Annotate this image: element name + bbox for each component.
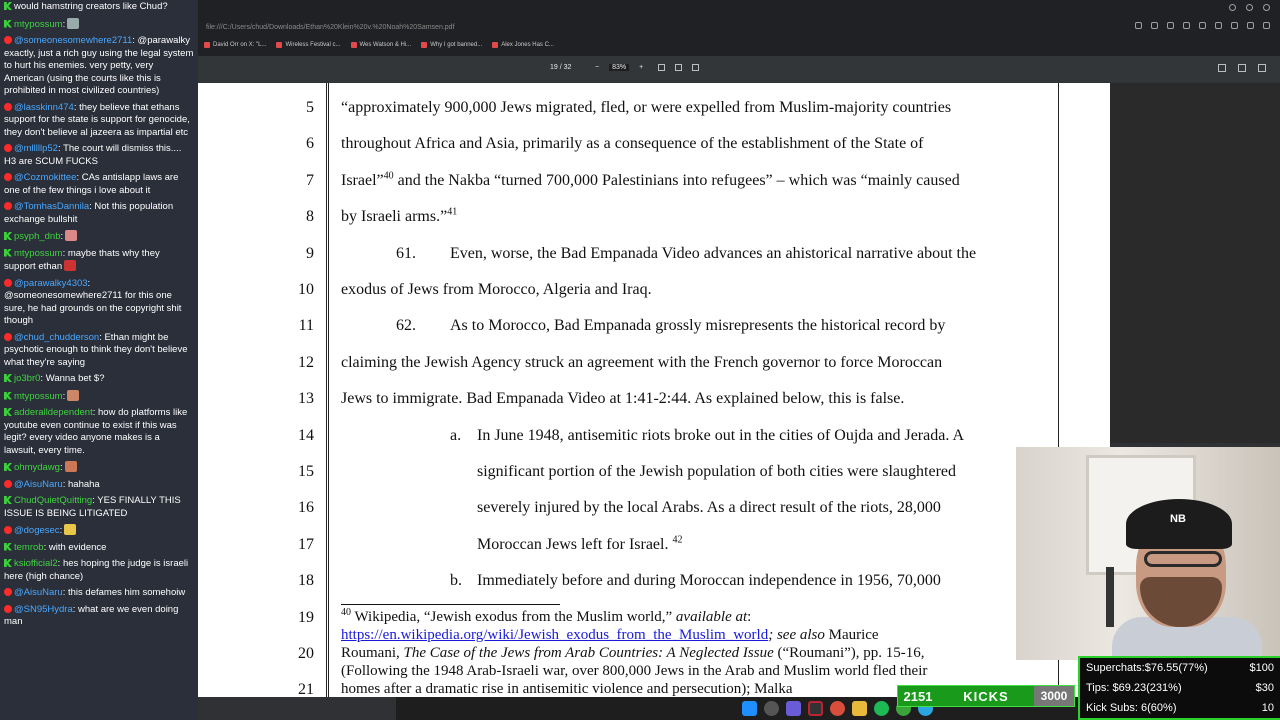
chat-message: ksiofficial2: hes hoping the judge is israeli here (high chance) xyxy=(4,558,189,582)
donation-stats xyxy=(1078,656,1280,720)
favicon-icon xyxy=(276,42,282,48)
line-number: 7 xyxy=(306,171,314,189)
chat-text: @parawalky exactly, just a rich guy using the legal system to hurt his enemies. very petty, very American (using the courts like this is prohibited in most civilized countries) xyxy=(4,35,194,96)
ext2-icon xyxy=(1231,22,1238,29)
emote-icon xyxy=(65,461,77,472)
kick-badge-icon xyxy=(4,559,12,567)
youtube-badge-icon xyxy=(4,202,12,210)
ext4-icon xyxy=(1263,22,1270,29)
chat-text: hahaha xyxy=(68,478,100,490)
fit-page-icon xyxy=(658,64,665,71)
pdf-text-line: Even, worse, the Bad Empanada Video advances an ahistorical narrative about the xyxy=(450,244,977,262)
chat-message: ohmydawg: xyxy=(0,460,198,478)
rotate-icon xyxy=(675,64,682,71)
chat-text: Wanna bet $? xyxy=(45,373,105,384)
kicksubs-label: Kick Subs: xyxy=(1086,702,1138,714)
youtube-badge-icon xyxy=(4,480,12,488)
chat-username[interactable]: @Cozmokittee xyxy=(14,172,77,183)
chat-text: what are we even doing man xyxy=(4,603,179,627)
kick-badge-icon xyxy=(4,543,12,551)
chat-message: @AisuNaru: hahaha xyxy=(0,478,198,495)
chat-text: maybe thats why they support ethan xyxy=(4,247,160,272)
chat-message: mtypossum: maybe thats why they support ethan xyxy=(4,247,160,272)
youtube-badge-icon xyxy=(4,144,12,152)
play-icon xyxy=(1183,22,1190,29)
chat-message: @dogesec: xyxy=(0,523,198,541)
address-bar[interactable] xyxy=(198,20,1280,36)
chat-username[interactable]: adderalldependent xyxy=(14,407,93,418)
chat-text: with evidence xyxy=(48,541,107,553)
chat-username[interactable]: @parawalky4303 xyxy=(14,277,88,289)
chat-message: @Cozmokittee: CAs antislapp laws are one of the few things i love about it xyxy=(4,172,179,196)
footnote-ref: 40 xyxy=(383,170,394,182)
chat-message: @parawalky4303: @someonesomewhere2711 for this one sure, he had grounds on the copyright shit though xyxy=(4,277,182,326)
zoom-in-button[interactable]: + xyxy=(639,64,644,71)
toolbar-icons[interactable] xyxy=(1135,22,1270,29)
chat-message: @lasskinn474: they believe that ethans support for the state is support for genocide, they don't believe al jazeera as impartial etc xyxy=(4,101,190,138)
kick-badge-icon xyxy=(4,496,12,504)
chat-username[interactable]: ksiofficial2 xyxy=(14,558,58,569)
chat-username[interactable]: jo3br0 xyxy=(14,373,41,384)
pdf-view-buttons[interactable] xyxy=(658,64,699,71)
kick-badge-icon xyxy=(4,463,12,471)
chat-username[interactable]: @lasskinn474 xyxy=(14,101,74,113)
pdf-text-line: by Israeli arms.”$^{41}$ xyxy=(341,206,458,226)
youtube-badge-icon xyxy=(4,103,12,111)
line-number: 9 xyxy=(306,244,314,262)
bookmarks-bar xyxy=(198,38,554,52)
footnote-ref: 42 xyxy=(672,534,683,546)
zoom-value[interactable]: 83% xyxy=(609,64,629,71)
chat-text: how do platforms like youtube even continue to exist if this was legit? every video anyone makes is a lawsuit, every time. xyxy=(4,407,188,456)
chat-text: YES FINALLY THIS ISSUE IS BEING LITIGATED xyxy=(4,495,181,519)
line-number: 5 xyxy=(306,99,314,116)
pdf-text-line: Jews to immigrate. Bad Empanada Video at 1:41-2:44. As explained below, this is false. xyxy=(341,390,905,408)
search-icon xyxy=(764,701,779,716)
chat-message: mtypossum: xyxy=(0,17,198,35)
kick-badge-icon xyxy=(4,408,12,416)
chat-text: hes hoping the judge is israeli here (high chance) xyxy=(4,558,189,582)
emote-icon xyxy=(65,230,77,241)
obs-icon xyxy=(808,701,823,716)
kicks-label: KICKS xyxy=(963,688,1009,704)
windows-start-icon xyxy=(742,701,757,716)
line-number: 15 xyxy=(298,463,314,480)
page-indicator[interactable]: 19 / 32 xyxy=(550,64,572,71)
favicon-icon xyxy=(492,42,498,48)
line-number: 16 xyxy=(298,499,314,517)
chat-text: they believe that ethans support for the state is support for genocide, they don't believe al jazeera as impartial etc xyxy=(4,101,190,138)
paragraph-number: 62. xyxy=(396,317,416,335)
kicksubs-value: 6(60%) xyxy=(1141,702,1177,714)
chat-message: @mlllllp52: The court will dismiss this.... H3 are SCUM FUCKS xyxy=(4,143,182,167)
pdf-text-line: exodus of Jews from Morocco, Algeria and Iraq. xyxy=(341,281,652,298)
chat-username[interactable]: @dogesec xyxy=(14,525,60,536)
pdf-toolbar xyxy=(198,56,1280,82)
cap-logo: NB xyxy=(1170,513,1186,525)
chat-text: @someonesomewhere2711 for this one sure, he had grounds on the copyright shit though xyxy=(4,290,182,326)
emote-icon xyxy=(64,524,76,535)
line-number: 11 xyxy=(298,317,314,335)
zoom-icon xyxy=(1135,22,1142,29)
tips-goal: $30 xyxy=(1255,682,1274,694)
chat-message: mtypossum: xyxy=(0,389,198,407)
url-text: file:///C:/Users/chud/Downloads/Ethan%20Klein%20v.%20Noah%20Samsen.pdf xyxy=(206,24,455,31)
youtube-badge-icon xyxy=(4,173,12,181)
chat-username[interactable]: @AisuNaru xyxy=(14,478,63,490)
line-number: 12 xyxy=(298,353,314,371)
chat-username[interactable]: @someonesomewhere2711 xyxy=(14,35,133,46)
chat-text: Not this population exchange bullshit xyxy=(4,201,174,225)
line-number: 10 xyxy=(298,281,314,298)
pdf-text-line: As to Morocco, Bad Empanada grossly misrepresents the historical record by xyxy=(450,317,946,335)
footnote-ref: 41 xyxy=(447,206,458,218)
pdf-text-line: severely injured by the local Arabs. As a direct result of the riots, 28,000 xyxy=(477,499,941,517)
footnote-line: (Following the 1948 Arab-Israeli war, over 800,000 Jews in the Arab and Muslim world fled their xyxy=(341,663,928,679)
footnote-rule xyxy=(341,604,560,605)
youtube-badge-icon xyxy=(4,605,12,613)
pdf-text-line: claiming the Jewish Agency struck an agreement with the French governor to force Moroccan xyxy=(341,353,943,371)
superchats-label: Superchats: xyxy=(1086,662,1145,674)
chat-message: ChudQuietQuitting: YES FINALLY THIS ISSUE IS BEING LITIGATED xyxy=(4,495,181,519)
chat-username[interactable]: mtypossum xyxy=(14,247,63,259)
line-number: 6 xyxy=(306,135,314,153)
youtube-badge-icon xyxy=(4,588,12,596)
footnote-line: Roumani, The Case of the Jews from Arab Countries: A Neglected Issue (“Roumani”), pp. 15-16, xyxy=(341,645,925,661)
emote-icon xyxy=(67,18,79,29)
more-icon xyxy=(1258,64,1266,72)
folder-icon xyxy=(852,701,867,716)
chat-text: The court will dismiss this.... H3 are SCUM FUCKS xyxy=(4,143,182,167)
superchats-goal: $100 xyxy=(1249,662,1274,674)
chat-username[interactable]: ChudQuietQuitting xyxy=(14,495,93,506)
kicks-count: 2151 xyxy=(903,688,933,704)
pdf-text-line: Immediately before and during Moroccan independence in 1956, 70,000 xyxy=(477,572,941,590)
chat-username[interactable]: @AisuNaru xyxy=(14,587,63,598)
footnote-line: homes after a dramatic rise in antisemitic violence and persecution); Malka xyxy=(341,681,793,697)
chat-message: @SN95Hydra: what are we even doing man xyxy=(4,603,179,627)
pdf-actions[interactable] xyxy=(1218,64,1266,72)
kicksubs-row xyxy=(1080,698,1280,718)
window-controls[interactable] xyxy=(1229,4,1270,11)
favicon-icon xyxy=(351,42,357,48)
chat-username[interactable]: @chud_chudderson xyxy=(14,331,100,343)
pdf-text-line: significant portion of the Jewish population of both cities were slaughtered xyxy=(477,463,956,480)
zoom-control[interactable] xyxy=(595,64,643,71)
bookmark-icon xyxy=(1199,22,1206,29)
footnote-line: https://en.wikipedia.org/wiki/Jewish_exodus_from_the_Muslim_world; see also Maurice xyxy=(341,627,879,643)
footnote-line: $^{40}$ Wikipedia, “Jewish exodus from the Muslim world,” available at: xyxy=(341,607,752,625)
emote-icon xyxy=(67,390,79,401)
line-number: 18 xyxy=(298,572,314,590)
bookmark-item[interactable]: Wes Watson & Hi... xyxy=(351,38,412,52)
discord-icon xyxy=(786,701,801,716)
kicks-goal: 3000 xyxy=(1034,686,1074,706)
print-icon xyxy=(1238,64,1246,72)
webcam-overlay xyxy=(1016,447,1280,660)
line-number: 20 xyxy=(298,645,314,662)
emote-icon xyxy=(64,260,76,271)
pdf-text-line: Moroccan Jews left for Israel. $^{42}$ xyxy=(477,534,683,553)
line-number: 17 xyxy=(298,535,314,553)
line-number: 8 xyxy=(306,208,314,226)
spotify-icon xyxy=(874,701,889,716)
pdf-text-line: Israel”$^{40}$ and the Nakba “turned 700,000 Palestinians into refugees” – which was “mainly caused xyxy=(341,170,960,189)
chat-message: @AisuNaru: this defames him somehoiw xyxy=(0,586,198,603)
bookmark-item[interactable]: David Orr on X: "L... xyxy=(204,38,266,52)
kick-badge-icon xyxy=(4,249,12,257)
line-number: 13 xyxy=(298,390,314,408)
chat-text: would hamstring creators like Chud? xyxy=(14,1,168,12)
chat-username[interactable]: @TomhasDannila xyxy=(14,201,90,212)
chat-message: jo3br0: Wanna bet $? xyxy=(0,372,198,389)
chat-message: adderalldependent: how do platforms like youtube even continue to exist if this was legit? every video anyone makes is a lawsuit, every time. xyxy=(4,407,188,456)
extension-icon xyxy=(1151,22,1158,29)
chat-text: Ethan might be psychotic enough to think they don't believe what they're saying xyxy=(4,331,188,368)
chat-username[interactable]: ohmydawg xyxy=(14,462,60,473)
favicon-icon xyxy=(204,42,210,48)
share-icon xyxy=(1167,22,1174,29)
pdf-text-line: throughout Africa and Asia, primarily as a consequence of the establishment of the State of xyxy=(341,135,924,153)
paragraph-number: 61. xyxy=(396,244,416,262)
chat-panel xyxy=(0,0,198,720)
pdf-page xyxy=(198,83,1110,697)
footnote-link[interactable]: https://en.wikipedia.org/wiki/Jewish_exodus_from_the_Muslim_world xyxy=(341,627,769,643)
youtube-badge-icon xyxy=(4,526,12,534)
chat-message: @TomhasDannila: Not this population exchange bullshit xyxy=(4,201,174,225)
zoom-out-button[interactable]: − xyxy=(595,64,600,71)
browser-chrome xyxy=(198,0,1280,56)
youtube-badge-icon xyxy=(4,279,12,287)
tips-row xyxy=(1080,678,1280,698)
bookmark-item[interactable]: Alex Jones Has C... xyxy=(492,38,554,52)
download-icon xyxy=(1218,64,1226,72)
superchats-row xyxy=(1080,658,1280,678)
pdf-text-line: In June 1948, antisemitic riots broke out in the cities of Oujda and Jerada. A xyxy=(477,426,964,444)
ext3-icon xyxy=(1247,22,1254,29)
line-number: 14 xyxy=(298,426,314,444)
pdf-text-line: “approximately 900,000 Jews migrated, fled, or were expelled from Muslim-majority countries xyxy=(341,99,952,116)
chat-message: @chud_chudderson: Ethan might be psychotic enough to think they don't believe what they're saying xyxy=(4,331,188,368)
chat-username[interactable]: mtypossum xyxy=(14,18,63,30)
microphone xyxy=(1106,567,1114,627)
pdf-background xyxy=(1110,83,1280,443)
kicksubs-goal: 10 xyxy=(1261,702,1274,714)
favicon-icon xyxy=(421,42,427,48)
bookmark-item[interactable]: Wireless Festival c... xyxy=(276,38,340,52)
list-marker: b. xyxy=(450,572,462,590)
chat-message: @someonesomewhere2711: @parawalky exactly, just a rich guy using the legal system to hurt his enemies. very petty, very American (using the courts like this is prohibited in most civilized countries) xyxy=(4,35,194,96)
kick-badge-icon xyxy=(4,2,12,10)
chrome-icon xyxy=(830,701,845,716)
kick-badge-icon xyxy=(4,232,12,240)
chat-text: CAs antislapp laws are one of the few things i love about it xyxy=(4,172,179,196)
chat-text: this defames him somehoiw xyxy=(68,587,186,598)
tips-label: Tips: xyxy=(1086,682,1110,694)
kick-badge-icon xyxy=(4,392,12,400)
chat-username[interactable]: temrob xyxy=(14,541,44,553)
chat-username[interactable]: psyph_dnb xyxy=(14,231,61,242)
superchats-value: $76.55(77%) xyxy=(1144,662,1208,674)
chat-message xyxy=(0,0,198,17)
chat-username[interactable]: @SN95Hydra xyxy=(14,603,73,615)
list-marker: a. xyxy=(450,426,462,444)
line-number: 19 xyxy=(298,608,314,626)
youtube-badge-icon xyxy=(4,333,12,341)
tips-value: $69.23(231%) xyxy=(1112,682,1182,694)
youtube-badge-icon xyxy=(4,36,12,44)
kick-badge-icon xyxy=(4,374,12,382)
line-number: 21 xyxy=(298,681,314,697)
chat-username[interactable]: mtypossum xyxy=(14,390,63,402)
bookmark-item[interactable]: Why I got banned... xyxy=(421,38,482,52)
kicks-goal-bar xyxy=(897,685,1075,707)
mic-icon xyxy=(1215,22,1222,29)
annotate-icon xyxy=(692,64,699,71)
chat-message: psyph_dnb: xyxy=(0,229,198,247)
kick-badge-icon xyxy=(4,20,12,28)
chat-message: temrob: with evidence xyxy=(0,541,198,558)
chat-username[interactable]: @mlllllp52 xyxy=(14,143,58,154)
